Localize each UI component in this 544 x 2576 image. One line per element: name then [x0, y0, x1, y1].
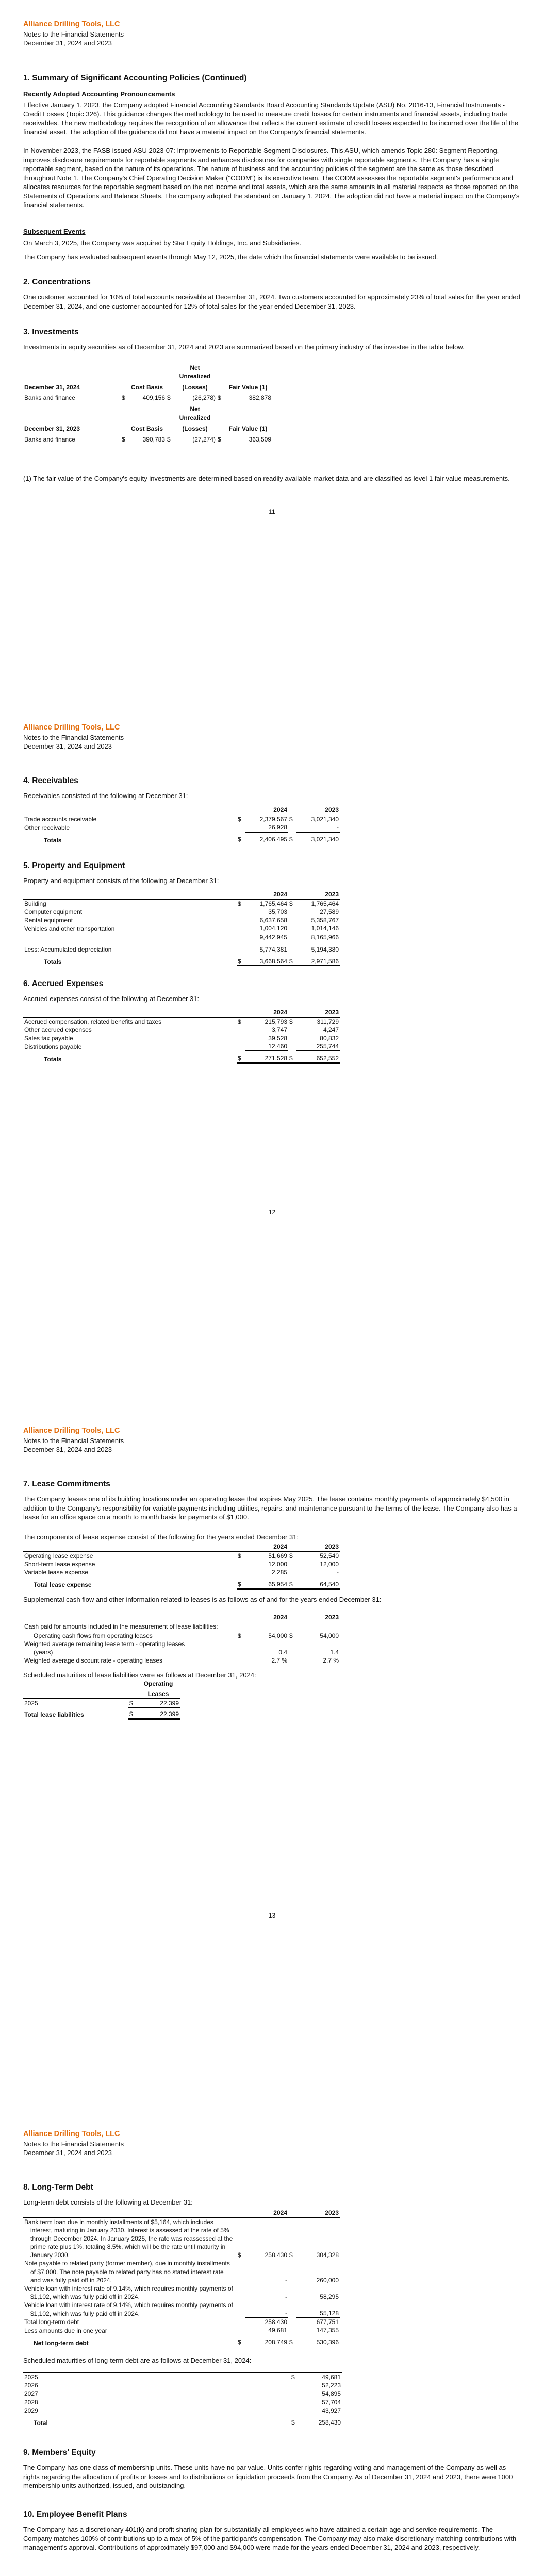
- paragraph-acquisition: On March 3, 2025, the Company was acquired by Star Equity Holdings, Inc. and Subsidiaries.: [23, 239, 302, 247]
- table-row: Banks and finance $ 409,156 $ (26,278) $ 382,878: [24, 394, 271, 402]
- investments-table: Net Unrealized December 31, 2024 Cost Basis (Losses) Fair Value (1) Banks and finance $ 409,156 $ (26,278) $ 382,878 Net Unrealized December 31, 2023 Cost Basis (Losses) Fair Value (1) Banks and finance $ 390,783 $ (27,274) $ 363,509: [24, 364, 271, 443]
- section-3-title: 3. Investments: [23, 328, 79, 336]
- paragraph-accrued: Accrued expenses consist of the following at December 31:: [23, 995, 200, 1003]
- section-7-title: 7. Lease Commitments: [23, 1480, 110, 1488]
- section-4-title: 4. Receivables: [23, 776, 78, 785]
- supplemental-table: 2024 2023 Cash paid for amounts included in the measurement of lease liabilities: Operating cash flows from operating leases $ 54,000 $ 54,000 Weighted average remaining lease term - operating leases (years) 0.4 1.4 Weighted average discount rate - operating leases 2.7 % 2.7 %: [24, 1614, 339, 1665]
- table-row: Sales tax payable 39,528 80,832: [24, 1034, 339, 1042]
- doc-subtitle: Notes to the Financial Statements: [23, 2140, 124, 2148]
- page-number: 11: [269, 508, 275, 515]
- header-dec-2023: December 31, 2023: [23, 422, 121, 433]
- paragraph-asu-2023-07: In November 2023, the FASB issued ASU 2023-07: Improvements to Reportable Segment Disclosures. This ASU, which amends Topic 280: Segment Reporting, improves disclosure requirements for reportable segments and enhances disclosures for companies with single reportable segments. The Company has a single reportable segment, based on the nature of its operations. The nature of business and the accounting policies of the segment are the same as those described throughout Note 1. The Company's Chief Operating Decision Maker ("CODM") is its executive team. The CODM assesses the reportable segment's performance and allocates resources for the reportable segment based on the net income and total assets, which are the same amounts in all material respects as those reported on the Statements of Operations and Balance Sheets. The company adopted the standard on January 1, 2024. The adoption did not have a material impact on the Company's financial statements.: [23, 147, 520, 209]
- investments-footnote: (1) The fair value of the Company's equity investments are determined based on readily available market data and are classified as level 1 fair value measurements.: [23, 474, 510, 482]
- header-losses: (Losses): [173, 380, 217, 392]
- table-row: (years) 0.4 1.4: [34, 1648, 339, 1656]
- table-total-row: Total lease liabilities $ 22,399: [23, 1707, 180, 1719]
- paragraph-employee-benefits: The Company has a discretionary 401(k) and profit sharing plan for substantially all employees who have attained a certain age and service requirements. The Company matches 100% of contributions up to a max of 5% of the participant's compensation. The Company may also make discretionary matching contributions with management's approval. Contributions of approximately $97,000 and $94,000 were made for the years ended December 31, 2024 and 2023, respectively.: [23, 2526, 517, 2552]
- table-row: 2026 52,223: [24, 2382, 341, 2389]
- paragraph-ltd: Long-term debt consists of the following at December 31:: [23, 2198, 193, 2206]
- table-total-row: Total lease expense $ 65,954 $ 64,540: [23, 1577, 340, 1589]
- header-net: Net: [190, 364, 200, 371]
- company-name: Alliance Drilling Tools, LLC: [23, 723, 120, 732]
- section-8-title: 8. Long-Term Debt: [23, 2183, 93, 2192]
- paragraph-concentrations: One customer accounted for 10% of total accounts receivable at December 31, 2024. Two customers accounted for approximately 23% of total sales for the year ended December 31, 2024, and one customer accounted for 12% of total sales for the year ended December 31, 2023.: [23, 293, 520, 310]
- table-row: Weighted average discount rate - operating leases 2.7 % 2.7 %: [24, 1657, 339, 1665]
- receivables-table: 2024 2023 Trade accounts receivable $ 2,379,567 $ 3,021,340 Other receivable 26,928 - Totals $ 2,406,495 $ 3,021,340: [24, 806, 339, 844]
- section-9-title: 9. Members' Equity: [23, 2448, 96, 2457]
- section-1-title: 1. Summary of Significant Accounting Policies (Continued): [23, 74, 247, 82]
- subheading-subsequent-events: Subsequent Events: [23, 228, 86, 235]
- table-row: Bank term loan due in monthly installments of $5,164, which includes interest, maturing in January 2030. Interest is assessed at the rate of 5% through December 2024. In January 2025, the rate was reassessed at the prime rate plus 1%, totaling 8.5%, which will be the rate until maturity in January 2030. $ 258,430 $ 304,328: [24, 2218, 339, 2259]
- long-term-debt-table: 2024 2023 Bank term loan due in monthly installments of $5,164, which includes interest, maturing in January 2030. Interest is assessed at the rate of 5% through December 2024. In January 2025, the rate was reassessed at the prime rate plus 1%, totaling 8.5%, which will be the rate until maturity in January 2030. $ 258,430 $ 304,328 Note payable to related party (former member), due in monthly installments of $7,000. The note payable to related party has no stated interest rate and was fully paid off in 2024. - 260,000 Vehicle loan with interest rate of 9.14%, which requires monthly payments of $1,102, which was fully paid off in 2024. - 58,295 Vehicle loan with interest rate of 9.14%, which requires monthly payments of $1,102, which was fully paid off in 2024. - 55,128 Total long-term debt 258,430 677,751 Less amounts due in one year 49,681 147,355 Net long-term debt $ 208,749 $ 530,396: [24, 2209, 339, 2347]
- section-2-title: 2. Concentrations: [23, 278, 91, 286]
- doc-subtitle: Notes to the Financial Statements: [23, 733, 124, 741]
- table-row: Trade accounts receivable $ 2,379,567 $ 3,021,340: [24, 815, 339, 823]
- table-total-row: Total $ 258,430: [23, 2415, 342, 2427]
- table-row: Variable lease expense 2,285 -: [24, 1568, 339, 1577]
- header-dec-2024: December 31, 2024: [23, 380, 121, 392]
- table-row: Vehicle loan with interest rate of 9.14%, which requires monthly payments of $1,102, which was fully paid off in 2024. - 58,295: [24, 2285, 339, 2301]
- company-name: Alliance Drilling Tools, LLC: [23, 1427, 120, 1435]
- table-total-row: Totals $ 2,406,495 $ 3,021,340: [23, 832, 340, 844]
- header-cost-basis: Cost Basis: [128, 380, 166, 392]
- table-row: Operating lease expense $ 51,669 $ 52,540: [24, 1552, 339, 1560]
- page-12: [0, 703, 544, 1406]
- lease-maturities-table: Operating Leases 2025 $ 22,399 Total lease liabilities $ 22,399: [24, 1680, 179, 1718]
- section-5-title: 5. Property and Equipment: [23, 861, 125, 870]
- table-row: Total long-term debt 258,430 677,751: [24, 2318, 339, 2326]
- page-11: [0, 0, 544, 703]
- table-row: Distributions payable 12,460 255,744: [24, 1043, 339, 1050]
- table-row: Banks and finance $ 390,783 $ (27,274) $ 363,509: [24, 435, 271, 443]
- table-total-row: Totals $ 3,668,564 $ 2,971,586: [23, 954, 340, 966]
- page-number: 13: [268, 1912, 276, 1919]
- doc-subtitle: Notes to the Financial Statements: [23, 1436, 124, 1445]
- subheading-pronouncements: Recently Adopted Accounting Pronouncements: [23, 90, 175, 98]
- table-row: Less: Accumulated depreciation 5,774,381 5,194,380: [23, 941, 340, 954]
- table-row: 2029 43,927: [24, 2406, 341, 2415]
- table-row: Accrued compensation, related benefits and taxes $ 215,793 $ 311,729: [24, 1018, 339, 1025]
- table-total-row: Net long-term debt $ 208,749 $ 530,396: [23, 2335, 340, 2347]
- paragraph-receivables: Receivables consisted of the following at December 31:: [23, 792, 188, 800]
- doc-date: December 31, 2024 and 2023: [23, 39, 112, 47]
- section-6-title: 6. Accrued Expenses: [23, 979, 104, 988]
- doc-date: December 31, 2024 and 2023: [23, 742, 112, 751]
- paragraph-investments: Investments in equity securities as of December 31, 2024 and 2023 are summarized based on the primary industry of the investee in the table below.: [23, 343, 465, 351]
- doc-date: December 31, 2024 and 2023: [23, 2149, 112, 2157]
- paragraph-members-equity: The Company has one class of membership units. These units have no par value. Units confer rights regarding voting and management of the Company as well as rights regarding the allocation of profits or losses and to distributions or liquidation proceeds from the Company. As of December 31, 2024 and 2023, there were 1000 membership units authorized, issued, and outstanding.: [23, 2464, 513, 2490]
- table-row: Other receivable 26,928 -: [24, 824, 339, 832]
- page-13: [0, 1406, 544, 2110]
- paragraph-asu-2016-13: Effective January 1, 2023, the Company adopted Financial Accounting Standards Board Accounting Standards Update (ASU) No. 2016-13, Financial Instruments - Credit Losses (Topic 326). This guidance changes the methodology to be used to measure credit losses for certain instruments and financial assets, including trade receivables. The new methodology requires the recognition of an allowance that reflects the current estimate of credit losses expected to be incurred over the life of the financial asset. The adoption of the guidance did not have a material impact on the Company's financial statements.: [23, 101, 519, 136]
- paragraph-lease-maturities: Scheduled maturities of lease liabilities were as follows at December 31, 2024:: [23, 1671, 256, 1679]
- table-row: 2028 57,704: [24, 2398, 341, 2406]
- paragraph-supplemental: Supplemental cash flow and other information related to leases is as follows as of and for the years ended December 31:: [23, 1596, 382, 1603]
- table-row: Building $ 1,765,464 $ 1,765,464: [24, 900, 339, 907]
- ppe-table: 2024 2023 Building $ 1,765,464 $ 1,765,464 Computer equipment 35,703 27,589 Rental equipment 6,637,658 5,358,767 Vehicles and other transportation 1,004,120 1,014,146 9,442,945 8,165,966 Less: Accumulated depreciation 5,774,381 5,194,380 Totals $ 3,668,564 $ 2,971,586: [24, 891, 339, 966]
- table-row: Cash paid for amounts included in the measurement of lease liabilities:: [23, 1622, 340, 1631]
- paragraph-ppe: Property and equipment consists of the following at December 31:: [23, 877, 219, 885]
- section-10-title: 10. Employee Benefit Plans: [23, 2510, 127, 2519]
- header-unrealized: Unrealized: [179, 372, 211, 380]
- table-row: Operating cash flows from operating leases $ 54,000 $ 54,000: [34, 1632, 339, 1639]
- page-number: 12: [268, 1209, 276, 1216]
- paragraph-evaluation-date: The Company has evaluated subsequent events through May 12, 2025, the date which the financial statements were available to be issued.: [23, 253, 438, 261]
- header-fair-value: Fair Value (1): [224, 380, 272, 392]
- table-row: Other accrued expenses 3,747 4,247: [24, 1026, 339, 1033]
- doc-date: December 31, 2024 and 2023: [23, 1446, 112, 1454]
- table-row: Vehicle loan with interest rate of 9.14%, which requires monthly payments of $1,102, which was fully paid off in 2024. - 55,128: [24, 2301, 339, 2317]
- table-row: 2027 54,895: [24, 2390, 341, 2398]
- table-row: 2025 $ 22,399: [23, 1698, 180, 1707]
- paragraph-debt-maturities: Scheduled maturities of long-term debt are as follows at December 31, 2024:: [23, 2357, 252, 2364]
- table-row: Less amounts due in one year 49,681 147,355: [24, 2327, 339, 2334]
- table-row: Computer equipment 35,703 27,589: [24, 908, 339, 916]
- table-total-row: Totals $ 271,528 $ 652,552: [23, 1051, 340, 1063]
- table-row: 2025 $ 49,681: [24, 2374, 341, 2381]
- paragraph-lease-components: The components of lease expense consist of the following for the years ended December 31:: [23, 1533, 299, 1541]
- table-subtotal-row: 9,442,945 8,165,966: [259, 934, 339, 941]
- table-row: Note payable to related party (former member), due in monthly installments of $7,000. The note payable to related party has no stated interest rate and was fully paid off in 2024. - 260,000: [24, 2260, 339, 2284]
- table-row: Rental equipment 6,637,658 5,358,767: [24, 916, 339, 924]
- page-14: [0, 2110, 544, 2576]
- doc-subtitle: Notes to the Financial Statements: [23, 30, 124, 38]
- table-row: Vehicles and other transportation 1,004,120 1,014,146: [24, 925, 339, 933]
- company-name: Alliance Drilling Tools, LLC: [23, 2130, 120, 2138]
- debt-maturities-table: [23, 2372, 342, 2428]
- table-row: Short-term lease expense 12,000 12,000: [24, 1560, 339, 1568]
- company-name: Alliance Drilling Tools, LLC: [23, 20, 120, 28]
- lease-expense-table: 2024 2023 Operating lease expense $ 51,669 $ 52,540 Short-term lease expense 12,000 12,000 Variable lease expense 2,285 - Total lease expense $ 65,954 $ 64,540: [24, 1543, 339, 1589]
- table-row: Weighted average remaining lease term - operating leases: [24, 1640, 185, 1648]
- paragraph-lease-terms: The Company leases one of its building locations under an operating lease that expires May 2025. The lease contains monthly payments of approximately $4,500 in addition to the Company's responsibility for variable payments including utilities, repairs, and maintenance pursuant to the terms of the lease. The Company also has a lease for an office space on a month to month basis for payments of $1,000.: [23, 1495, 517, 1521]
- accrued-table: 2024 2023 Accrued compensation, related benefits and taxes $ 215,793 $ 311,729 Other accrued expenses 3,747 4,247 Sales tax payable 39,528 80,832 Distributions payable 12,460 255,744 Totals $ 271,528 $ 652,552: [24, 1009, 339, 1063]
